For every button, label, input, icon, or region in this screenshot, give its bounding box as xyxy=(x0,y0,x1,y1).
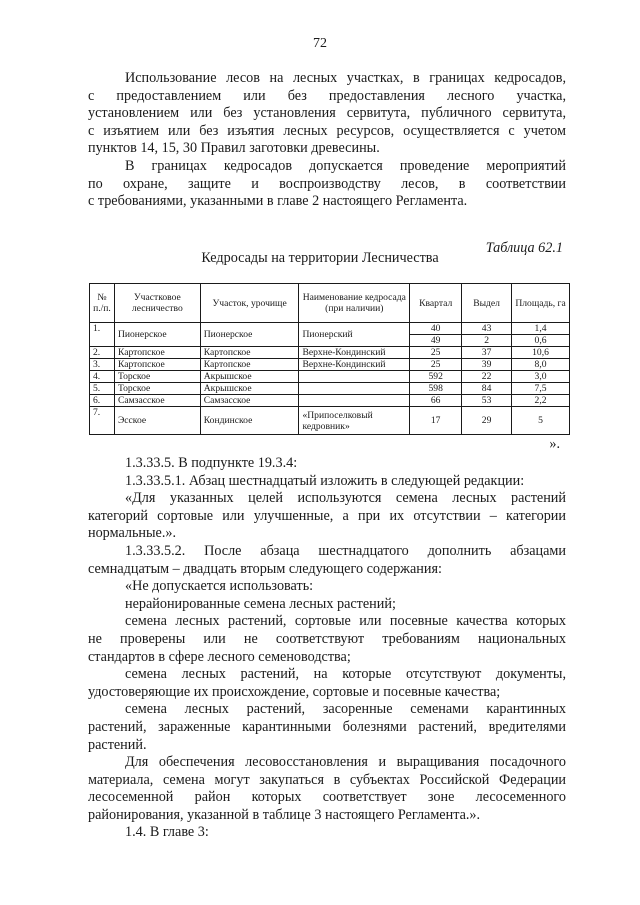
intro-paragraph xyxy=(88,70,566,158)
cell-name: Верхне-Кондинский xyxy=(299,347,410,359)
cell-num: 5. xyxy=(90,383,115,395)
text-line: пунктов 14, 15, 30 Правил заготовки древесины. xyxy=(88,140,380,157)
cell-tract: Пионерское xyxy=(200,323,299,347)
cell-plot: 37 xyxy=(462,347,512,359)
cell-area: 3,0 xyxy=(512,371,570,383)
cell-quarter: 40 xyxy=(410,323,462,335)
text-line: семена лесных растений, засоренные семенами карантинных xyxy=(125,701,566,718)
cell-district: Картопское xyxy=(114,347,200,359)
text-line: с предоставлением или без предоставления лесного участка, xyxy=(88,87,566,104)
header-area: Площадь, га xyxy=(512,284,570,323)
text-line: материала, семена могут закупаться в субъектах Российской Федерации xyxy=(88,771,566,788)
cell-tract: Кондинское xyxy=(200,407,299,435)
cell-quarter: 25 xyxy=(410,347,462,359)
cell-quarter: 17 xyxy=(410,407,462,435)
cell-name xyxy=(299,371,410,383)
text-line: стандартов в сфере лесного семеноводства; xyxy=(88,648,351,665)
cell-name: «Припоселковый кедровник» xyxy=(299,407,410,435)
text-line: с изъятием или без изъятия лесных ресурсов, осуществляется с учетом xyxy=(88,122,566,139)
table-number: Таблица 62.1 xyxy=(485,240,563,256)
table-row xyxy=(90,407,570,435)
cell-district: Картопское xyxy=(114,359,200,371)
text-line: районирования, указанной в таблице 3 настоящего Регламента.». xyxy=(88,806,481,823)
cell-quarter: 25 xyxy=(410,359,462,371)
text-line: 1.3.33.5.2. После абзаца шестнадцатого дополнить абзацами xyxy=(125,542,566,559)
header-district: Участковое лесничество xyxy=(114,284,200,323)
header-name: Наименование кедросада (при наличии) xyxy=(299,284,410,323)
table-row xyxy=(90,323,570,335)
header-quarter: Квартал xyxy=(410,284,462,323)
cell-name xyxy=(299,383,410,395)
cell-plot: 43 xyxy=(462,323,512,335)
cell-plot: 22 xyxy=(462,371,512,383)
text-line: Использование лесов на лесных участках, в границах кедросадов, xyxy=(125,70,566,86)
text-line: 1.3.33.5. В подпункте 19.3.4: xyxy=(125,455,298,471)
header-tract: Участок, урочище xyxy=(200,284,299,323)
text-line: не проверены или не соответствуют требованиям национальных xyxy=(88,630,566,647)
cedar-gardens-table xyxy=(89,283,570,435)
cell-num: 6. xyxy=(90,395,115,407)
cell-name: Верхне-Кондинский xyxy=(299,359,410,371)
cell-num: 2. xyxy=(90,347,115,359)
measures-paragraph xyxy=(88,158,566,211)
text-line: удостоверяющие их происхождение, сортовые и посевные качества; xyxy=(88,683,501,700)
text-line: 1.4. В главе 3: xyxy=(125,824,209,841)
cell-district: Эсское xyxy=(114,407,200,435)
text-line: семена лесных растений, на которые отсутствуют документы, xyxy=(125,666,566,683)
cell-area: 2,2 xyxy=(512,395,570,407)
cell-district: Самзасское xyxy=(114,395,200,407)
cell-district: Пионерское xyxy=(114,323,200,347)
cell-num: 1. xyxy=(90,323,115,347)
cell-quarter: 592 xyxy=(410,371,462,383)
cell-tract: Самзасское xyxy=(200,395,299,407)
table-row xyxy=(90,395,570,407)
text-line: растений, зараженные карантинными болезнями растений, вредителями xyxy=(88,718,566,735)
text-line: В границах кедросадов допускается проведение мероприятий xyxy=(125,158,566,174)
cell-num: 7. xyxy=(90,407,115,435)
cell-tract: Акрышское xyxy=(200,383,299,395)
text-line: по охране, защите и воспроизводству лесов, в соответствии xyxy=(88,175,566,192)
text-line: семена лесных растений, сортовые или посевные качества которых xyxy=(125,613,566,630)
cell-area: 7,5 xyxy=(512,383,570,395)
header-plot: Выдел xyxy=(462,284,512,323)
table-title: Кедросады на территории Лесничества xyxy=(201,250,439,266)
text-line: растений. xyxy=(88,736,147,753)
cell-area: 1,4 xyxy=(512,323,570,335)
cell-tract: Картопское xyxy=(200,347,299,359)
cell-quarter: 49 xyxy=(410,335,462,347)
text-line: «Не допускается использовать: xyxy=(125,578,314,595)
text-line: семнадцатым – двадцать вторым следующего содержания: xyxy=(88,560,442,577)
amendments-text xyxy=(88,455,566,842)
cell-district: Торское xyxy=(114,371,200,383)
cell-plot: 53 xyxy=(462,395,512,407)
text-line: нормальные.». xyxy=(88,525,177,542)
cell-area: 10,6 xyxy=(512,347,570,359)
text-line: с требованиями, указанными в главе 2 настоящего Регламента. xyxy=(88,193,468,210)
cell-name: Пионерский xyxy=(299,323,410,347)
text-line: нерайонированные семена лесных растений; xyxy=(125,595,396,612)
cell-num: 4. xyxy=(90,371,115,383)
table-row xyxy=(90,347,570,359)
page-number: 72 xyxy=(313,36,327,51)
cell-area: 5 xyxy=(512,407,570,435)
text-line: 1.3.33.5.1. Абзац шестнадцатый изложить в следующей редакции: xyxy=(125,472,525,489)
cell-tract: Акрышское xyxy=(200,371,299,383)
table-row xyxy=(90,359,570,371)
table-header-row xyxy=(90,284,570,323)
table-row xyxy=(90,371,570,383)
cell-plot: 2 xyxy=(462,335,512,347)
cell-area: 8,0 xyxy=(512,359,570,371)
cell-name xyxy=(299,395,410,407)
quote-end-mark: ». xyxy=(549,436,560,452)
cell-plot: 84 xyxy=(462,383,512,395)
text-line: «Для указанных целей используются семена лесных растений xyxy=(125,490,566,507)
text-line: категорий сортовые или улучшенные, а при их отсутствии – категории xyxy=(88,507,566,524)
cell-tract: Картопское xyxy=(200,359,299,371)
cell-quarter: 66 xyxy=(410,395,462,407)
cell-district: Торское xyxy=(114,383,200,395)
cell-quarter: 598 xyxy=(410,383,462,395)
text-line: установлением или без установления сервитута, публичного сервитута, xyxy=(88,105,566,122)
text-line: лесосеменной район которых соответствует зоне лесосеменного xyxy=(88,789,566,806)
cell-area: 0,6 xyxy=(512,335,570,347)
text-line: Для обеспечения лесовосстановления и выращивания посадочного xyxy=(125,754,566,771)
cell-num: 3. xyxy=(90,359,115,371)
table-row xyxy=(90,383,570,395)
cell-plot: 29 xyxy=(462,407,512,435)
cell-plot: 39 xyxy=(462,359,512,371)
header-num: № п./п. xyxy=(90,284,115,323)
